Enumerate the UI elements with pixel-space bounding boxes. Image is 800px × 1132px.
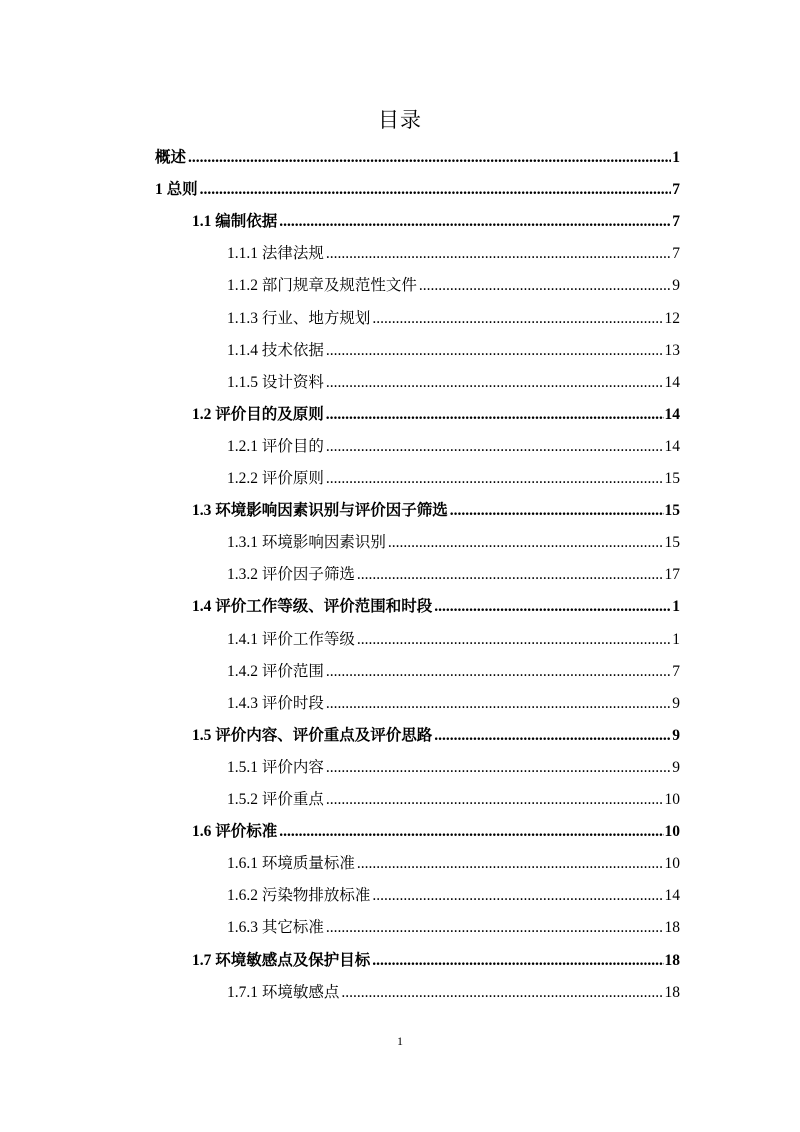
toc-entry[interactable] (155, 177, 680, 203)
toc-entry-label: 1.1.3 行业、地方规划 (227, 309, 371, 327)
toc-entry[interactable] (227, 273, 680, 299)
toc-dot-leader (326, 338, 664, 364)
toc-entry-label: 1.6.1 环境质量标准 (227, 855, 355, 873)
toc-dot-leader (326, 434, 664, 460)
toc-dot-leader (357, 562, 664, 588)
toc-entry-label: 1.7.1 环境敏感点 (227, 983, 340, 1001)
toc-dot-leader (419, 273, 671, 299)
toc-dot-leader (357, 851, 664, 877)
toc-entry[interactable] (227, 980, 680, 1006)
toc-entry-page: 15 (664, 470, 680, 487)
toc-entry[interactable] (192, 209, 680, 235)
toc-entry-label: 1.1.2 部门规章及规范性文件 (227, 277, 417, 295)
toc-entry[interactable] (227, 306, 680, 332)
toc-entry-label: 1.4 评价工作等级、评价范围和时段 (192, 598, 433, 616)
toc-entry-label: 1.3 环境影响因素识别与评价因子筛选 (192, 502, 448, 520)
page-number: 1 (397, 1034, 403, 1048)
toc-dot-leader (326, 241, 671, 267)
toc-entry[interactable] (227, 851, 680, 877)
toc-entry-label: 1.1.5 设计资料 (227, 373, 324, 391)
toc-entry[interactable] (227, 241, 680, 267)
toc-entry[interactable] (227, 434, 680, 460)
toc-entry-page: 14 (664, 887, 680, 905)
toc-entry[interactable] (227, 787, 680, 813)
toc-entry-page: 13 (664, 341, 680, 359)
toc-dot-leader (326, 402, 664, 428)
toc-entry[interactable] (192, 819, 680, 845)
toc-entry[interactable] (192, 402, 680, 428)
toc-dot-leader (326, 370, 664, 396)
toc-entry-label: 1.6.2 污染物排放标准 (227, 887, 371, 905)
toc-entry-label: 1.3.2 评价因子筛选 (227, 566, 355, 584)
toc-entry[interactable] (192, 594, 680, 620)
toc-dot-leader (357, 627, 671, 653)
toc-entry-page: 10 (664, 855, 680, 873)
toc-dot-leader (434, 594, 671, 620)
toc-entry[interactable] (192, 948, 680, 974)
toc-entry-label: 1.2 评价目的及原则 (192, 405, 324, 423)
toc-entry-page: 9 (672, 694, 680, 712)
toc-entry-page: 7 (672, 213, 680, 231)
toc-entry-page: 18 (664, 919, 680, 937)
toc-entry-page: 7 (672, 245, 680, 263)
toc-entry[interactable] (227, 755, 680, 781)
toc-entry-page: 15 (664, 502, 680, 520)
toc-dot-leader (450, 498, 664, 524)
toc-entry[interactable] (192, 498, 680, 524)
toc-entry[interactable] (227, 530, 680, 556)
toc-entry-label: 1.4.1 评价工作等级 (227, 630, 355, 648)
toc-entry-label: 1.5.2 评价重点 (227, 791, 324, 808)
toc-entry-label: 1.4.3 评价时段 (227, 694, 324, 712)
toc-entry-label: 概述 (155, 149, 187, 166)
toc-entry[interactable] (227, 370, 680, 396)
toc-entry[interactable] (227, 562, 680, 588)
toc-entry-page: 9 (672, 277, 680, 295)
toc-entry-page: 1 (672, 630, 680, 648)
toc-entry-page: 17 (664, 566, 680, 584)
toc-dot-leader (200, 177, 672, 203)
toc-entry-label: 1.2.1 评价目的 (227, 437, 324, 455)
toc-entry-page: 18 (664, 983, 680, 1001)
toc-dot-leader (434, 723, 671, 749)
toc-dot-leader (326, 691, 671, 717)
toc-dot-leader (326, 755, 671, 781)
toc-dot-leader (388, 530, 664, 556)
toc-entry-label: 1.6.3 其它标准 (227, 919, 324, 937)
toc-entry-page: 14 (664, 373, 680, 391)
toc-dot-leader (279, 209, 671, 235)
toc-entry-page: 1 (672, 149, 680, 166)
toc-entry-label: 1.7 环境敏感点及保护目标 (192, 951, 371, 969)
toc-entry-label: 1 总则 (155, 181, 198, 199)
toc-entry-page: 14 (664, 405, 680, 423)
toc-entry-page: 10 (664, 823, 680, 841)
toc-entry-page: 7 (672, 662, 680, 680)
toc-dot-leader (372, 948, 663, 974)
toc-entry-page: 9 (672, 758, 680, 776)
toc-entry-label: 1.6 评价标准 (192, 823, 278, 841)
toc-entry-page: 12 (664, 309, 680, 327)
toc-entry-page: 1 (672, 598, 680, 616)
toc-entry[interactable] (227, 883, 680, 909)
toc-dot-leader (326, 659, 671, 685)
toc-entry[interactable] (227, 915, 680, 941)
toc-dot-leader (279, 819, 663, 845)
toc-entry-label: 1.1.4 技术依据 (227, 341, 324, 359)
toc-entry[interactable] (192, 723, 680, 749)
toc-entry[interactable] (155, 145, 680, 171)
toc-entry-page: 7 (672, 181, 680, 199)
toc-entry-page: 14 (664, 437, 680, 455)
toc-entry[interactable] (227, 627, 680, 653)
toc-entry-label: 1.1.1 法律法规 (227, 245, 324, 263)
toc-entry-label: 1.4.2 评价范围 (227, 662, 324, 680)
toc-entry-page: 18 (664, 951, 680, 969)
toc-dot-leader (326, 915, 664, 941)
toc-entry-page: 15 (664, 534, 680, 552)
toc-dot-leader (188, 145, 671, 171)
toc-entry-label: 1.3.1 环境影响因素识别 (227, 534, 386, 552)
toc-entry[interactable] (227, 691, 680, 717)
toc-entry-label: 1.2.2 评价原则 (227, 470, 324, 487)
toc-entry-label: 1.5 评价内容、评价重点及评价思路 (192, 726, 433, 744)
toc-entry-label: 1.5.1 评价内容 (227, 758, 324, 776)
toc-entry-page: 10 (664, 791, 680, 808)
toc-entry-page: 9 (672, 726, 680, 744)
toc-entry-label: 1.1 编制依据 (192, 213, 278, 231)
toc-entry[interactable] (227, 338, 680, 364)
toc-dot-leader (326, 466, 664, 492)
toc-entry[interactable] (227, 659, 680, 685)
page-title: 目录 (378, 108, 422, 132)
toc-dot-leader (372, 306, 663, 332)
toc-dot-leader (326, 787, 664, 813)
toc-dot-leader (341, 980, 663, 1006)
toc-entry[interactable] (227, 466, 680, 492)
toc-dot-leader (372, 883, 663, 909)
